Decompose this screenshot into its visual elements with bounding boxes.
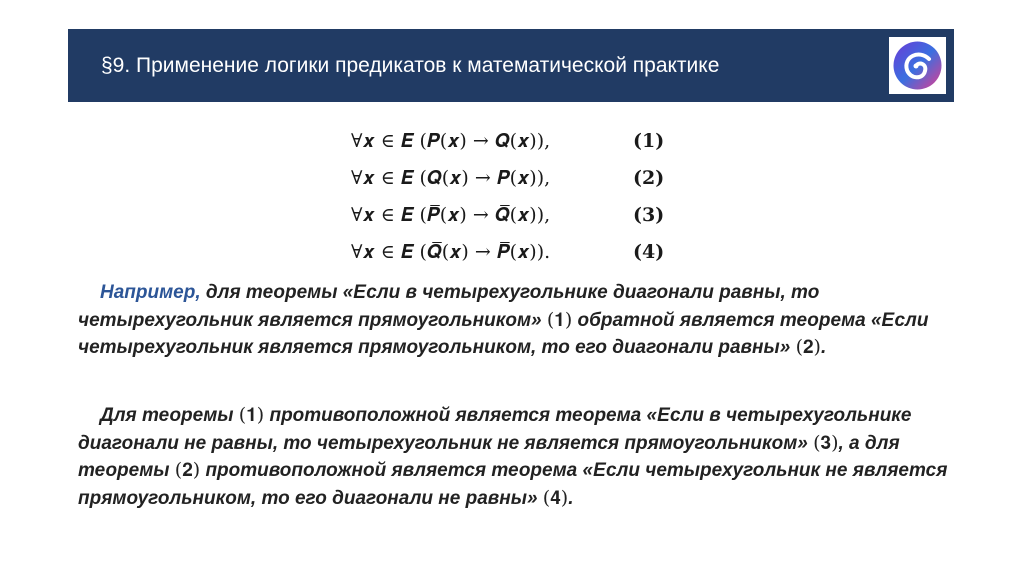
theorem-reference: (𝟑) bbox=[813, 431, 839, 454]
formula-expression: ∀𝒙 ∈ 𝑬 (𝑷̅(𝒙) → 𝑸̅(𝒙)), bbox=[351, 204, 551, 226]
formula-number: (𝟒) bbox=[633, 241, 665, 263]
formula-number: (𝟑) bbox=[633, 204, 665, 226]
formula-number: (𝟐) bbox=[633, 167, 665, 189]
theorem-reference: (𝟏) bbox=[546, 308, 573, 331]
formula-row bbox=[351, 200, 664, 237]
theorem-reference: (𝟐) bbox=[795, 336, 821, 358]
formula-row bbox=[351, 237, 664, 274]
formula-expression: ∀𝒙 ∈ 𝑬 (𝑸(𝒙) → 𝑷(𝒙)), bbox=[351, 167, 551, 189]
paragraph-text: для теоремы «Если в четырехугольнике диагонали равны, то четырехугольник является прямоугольником» bbox=[78, 282, 820, 331]
paragraph-text: противоположной является теорема «Если в четырехугольнике диагонали не равны, то четырехугольник не является прямоугольником» bbox=[78, 405, 912, 454]
example-paragraph bbox=[78, 280, 958, 362]
example-lead: Например, bbox=[100, 282, 201, 303]
paragraph-text: . bbox=[820, 337, 827, 358]
slide-header bbox=[68, 29, 954, 102]
formula-row bbox=[351, 126, 664, 163]
swirl-logo-icon bbox=[889, 37, 946, 94]
formula-row bbox=[351, 163, 664, 200]
theorem-reference: (𝟒) bbox=[542, 486, 569, 509]
paragraph-text: , а для теоремы bbox=[78, 432, 900, 481]
opposite-theorem-paragraph bbox=[78, 402, 958, 512]
formula-expression: ∀𝒙 ∈ 𝑬 (𝑸̅(𝒙) → 𝑷̅(𝒙)). bbox=[351, 241, 551, 263]
paragraph-text: . bbox=[568, 487, 574, 509]
theorem-reference: (𝟐) bbox=[174, 459, 201, 481]
slide-title: §9. Применение логики предикатов к математической практике bbox=[101, 54, 720, 77]
theorem-reference: (𝟏) bbox=[238, 404, 265, 426]
paragraph-text: противоположной является теорема «Если четырехугольник не является прямоугольником, то его диагонали не равны» bbox=[78, 460, 948, 509]
formula-list bbox=[351, 126, 664, 274]
paragraph-text: обратной является теорема «Если четырехугольник является прямоугольником, то его диагонали равны» bbox=[78, 309, 929, 358]
formula-number: (𝟏) bbox=[633, 130, 665, 152]
formula-expression: ∀𝒙 ∈ 𝑬 (𝑷(𝒙) → 𝑸(𝒙)), bbox=[351, 130, 551, 152]
paragraph-text: Для теоремы bbox=[100, 405, 239, 426]
